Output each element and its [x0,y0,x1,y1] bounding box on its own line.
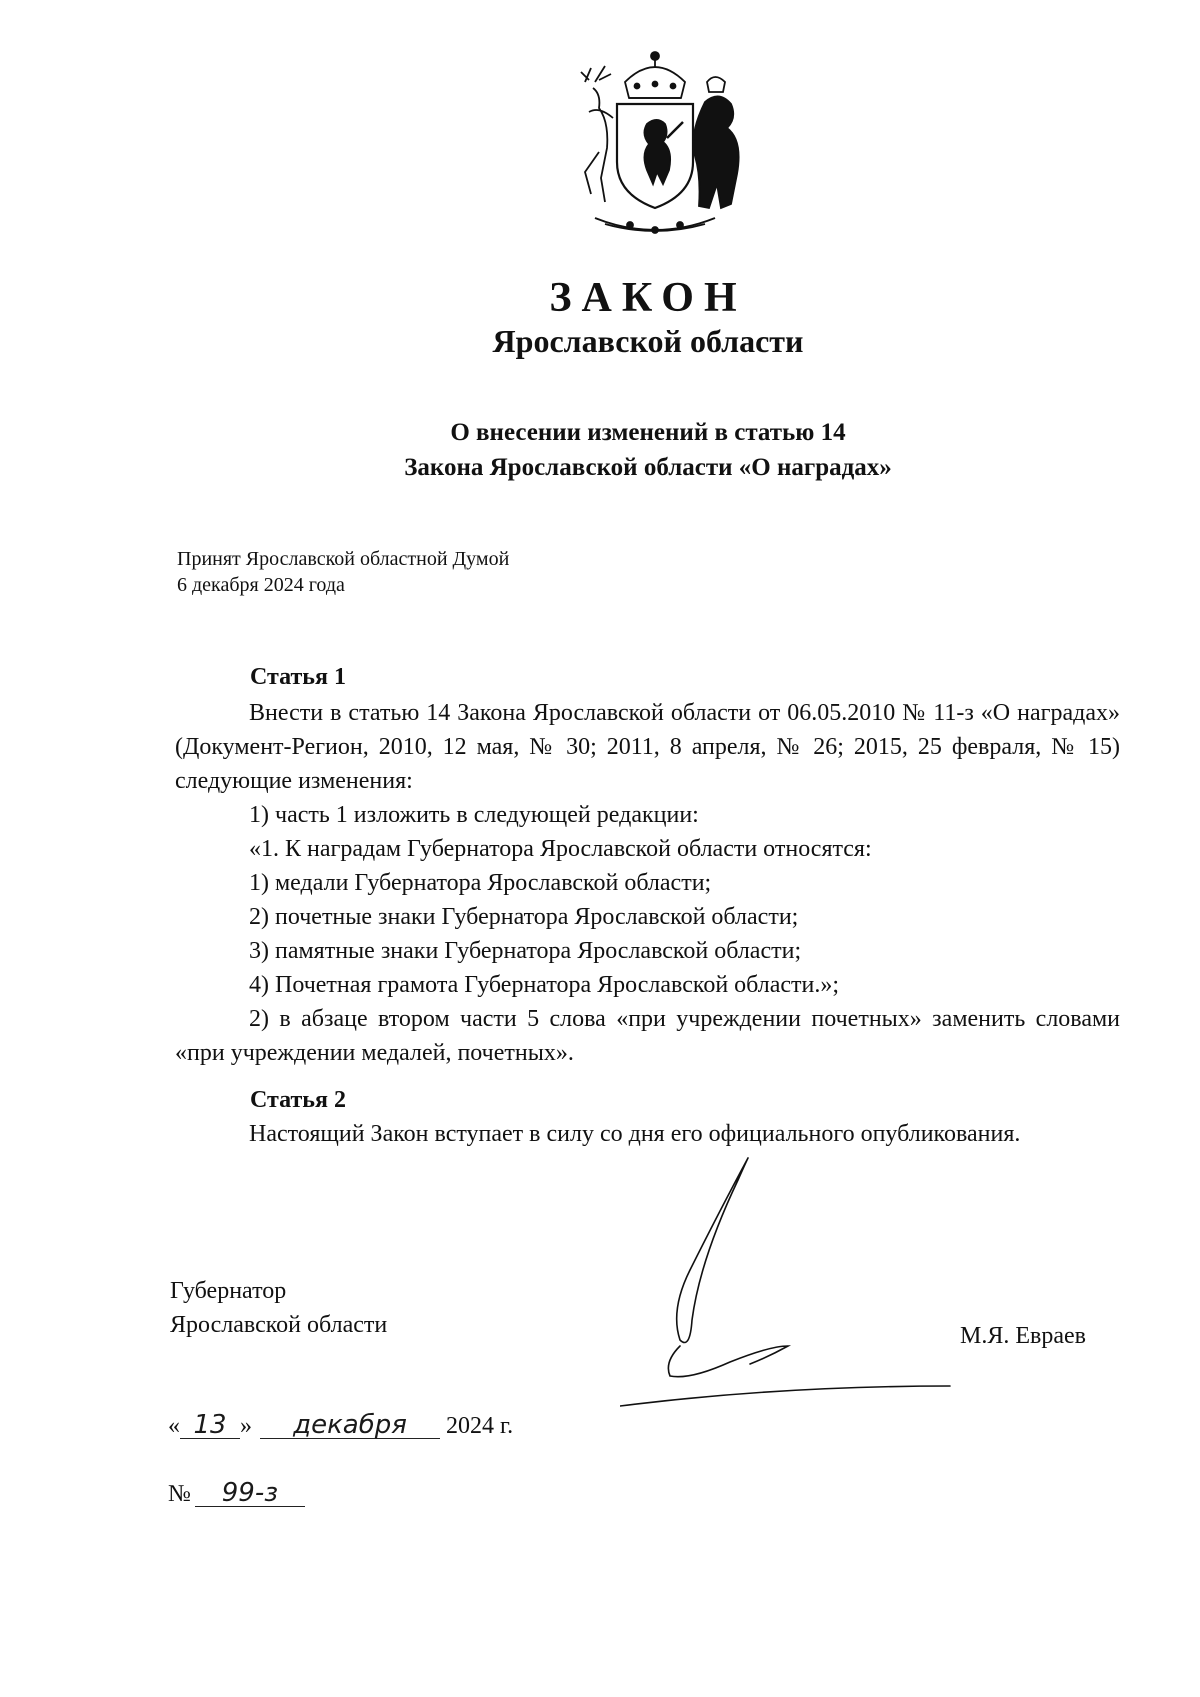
signatory-title-line-1: Губернатор [170,1278,287,1304]
coat-of-arms-emblem [555,42,755,242]
article-2-paragraph: Настоящий Закон вступает в силу со дня его официального опубликования. [249,1121,1021,1147]
adoption-body: Принят Ярославской областной Думой [177,548,510,570]
document-region: Ярославской области [492,323,804,359]
adoption-date: 6 декабря 2024 года [177,574,345,596]
law-number-prefix: № [168,1481,191,1507]
article-1-paragraph: Внести в статью 14 Закона Ярославской области от 06.05.2010 № 11-з «О наградах» (Документ-Регион, 2010, 12 мая, № 30; 2011, 8 апреля, № 26; 2015, 25 февраля, № 15) следующие изменения: [175,700,1120,794]
article-1-heading: Статья 1 [250,664,346,690]
law-number-value: 99-з [195,1480,305,1507]
article-1-paragraph: 4) Почетная грамота Губернатора Ярославской области.»; [249,972,840,998]
law-subject-line-2: Закона Ярославской области «О наградах» [404,454,892,481]
date-open-quote: « [168,1413,180,1439]
article-1-paragraph: 3) памятные знаки Губернатора Ярославской области; [249,938,802,964]
law-subject-line-1: О внесении изменений в статью 14 [450,419,846,446]
article-1-paragraph: 1) часть 1 изложить в следующей редакции: [249,802,699,828]
date-month: декабря [260,1412,440,1439]
document-title: ЗАКОН [549,275,747,321]
signing-date [168,1410,513,1442]
signatory-name: М.Я. Евраев [960,1323,1086,1349]
article-2-heading: Статья 2 [250,1087,346,1113]
article-1-paragraph: «1. К наградам Губернатора Ярославской области относятся: [249,836,872,862]
article-2-body [175,1117,1120,1151]
article-1-paragraph: 1) медали Губернатора Ярославской области; [249,870,712,896]
date-year: 2024 г. [446,1413,514,1439]
signatory-title-line-2: Ярославской области [170,1312,388,1338]
article-1-body [175,696,1120,1070]
date-close-quote: » [240,1413,252,1439]
law-number [168,1478,305,1510]
handwritten-signature [620,1150,1020,1410]
article-1-paragraph: 2) в абзаце втором части 5 слова «при учреждении почетных» заменить словами «при учреждении медалей, почетных». [175,1006,1120,1066]
date-day: 13 [180,1412,240,1439]
article-1-paragraph: 2) почетные знаки Губернатора Ярославской области; [249,904,799,930]
